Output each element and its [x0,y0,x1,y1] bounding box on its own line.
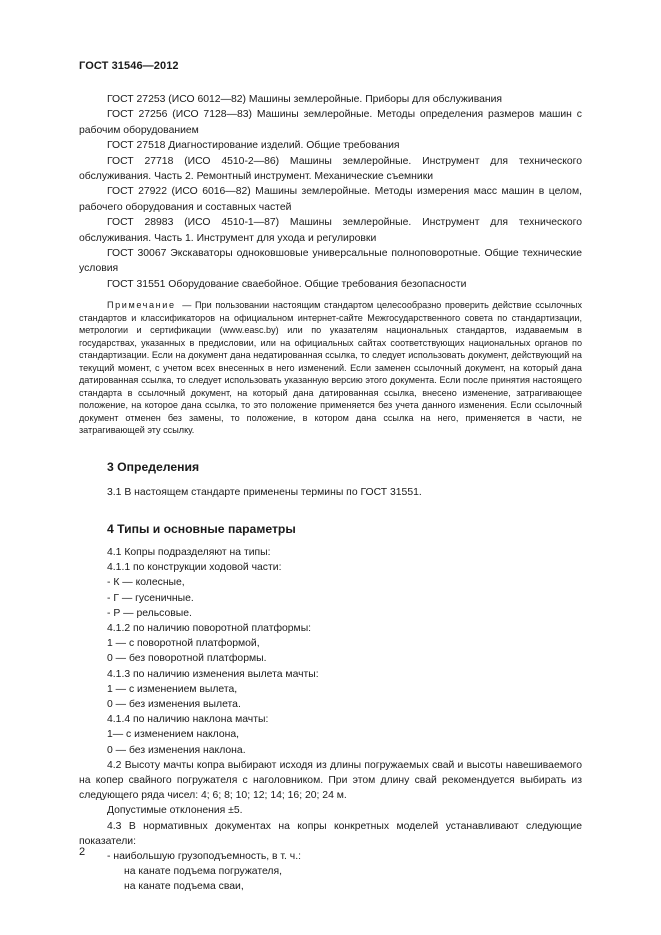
type-line: 0 — без изменения наклона. [107,744,246,756]
indicator-sub-item: на канате подъема погружателя, [124,866,282,878]
reference-item: ГОСТ 27718 (ИСО 4510-2—86) Машины землеройные. Инструмент для технического обслуживания. Часть 2. Ремонтный инструмент. Механические съемники [79,155,582,183]
page-content [79,92,582,895]
reference-item: ГОСТ 27256 (ИСО 7128—83) Машины землеройные. Методы определения размеров машин с рабочим оборудованием [79,109,582,136]
type-line: 4.1 Копры подразделяют на типы: [107,546,271,558]
type-line: 4.1.2 по наличию поворотной платформы: [107,623,312,634]
reference-item: ГОСТ 31551 Оборудование сваебойное. Общие требования безопасности [107,278,467,290]
note-paragraph [79,299,582,437]
type-line: 0 — без изменения вылета. [107,699,241,711]
page-number: 2 [79,846,86,858]
note-label: Примечание [107,300,176,311]
section-4-title: 4 Типы и основные параметры [107,521,296,536]
indicator-sub-item: на канате подъема сваи, [124,881,244,893]
reference-item: ГОСТ 27922 (ИСО 6016—82) Машины землеройные. Методы измерения масс машин в целом, рабочего оборудования и составных частей [79,186,582,213]
type-line: 4.1.1 по конструкции ходовой части: [107,562,282,574]
type-line: 1 — с поворотной платформой, [107,638,260,650]
paragraph-3-1: 3.1 В настоящем стандарте применены термины по ГОСТ 31551. [107,486,422,498]
type-line: 0 — без поворотной платформы. [107,653,267,665]
type-line: 1 — с изменением вылета, [107,683,238,695]
note-text: — При пользовании настоящим стандартом целесообразно проверить действие ссылочных стандартов и классификаторов на официальном интернет-сайте Межгосударственного совета по стандартизации, метрологии и сертификации (www.easc.by) или по указателям национальных стандартов, издаваемым в государствах, указанных в предисловии, или на официальных сайтах соответствующих национальных органов по стандартизации. Если на документ дана недатированная ссылка, то следует использовать документ, действующий на текущий момент, с учетом всех внесенных в него изменений. Если заменен ссылочный документ, на который дана датированная ссылка, то следует использовать указанную версию этого документа. Если после принятия настоящего стандарта в ссылочный документ, на который дана датированная ссылка, внесено изменение, затрагивающее положение, на которое дана ссылка, то это положение применяется без учета данного изменения. Если ссылочный документ отменен без замены, то положение, в котором дана ссылка на него, применяется в части, не затрагивающей эту ссылку. [79,300,582,436]
indicator-bullet: - наибольшую грузоподъемность, в т. ч.: [107,851,301,863]
type-line: 4.1.4 по наличию наклона мачты: [107,714,269,726]
type-line: - К — колесные, [107,577,185,589]
paragraph-4-2: 4.2 Высоту мачты копра выбирают исходя из длины погружаемых свай и высоты навешиваемого на копер свайного погружателя с наголовником. При этом длину свай рекомендуется выбирать из следующего ряда чисел: 4; 6; 8; 10; 12; 14; 16; 20; 24 м. [79,759,582,802]
type-line: 4.1.3 по наличию изменения вылета мачты: [107,668,319,680]
type-line: - Г — гусеничные. [107,592,194,604]
reference-item: ГОСТ 28983 (ИСО 4510-1—87) Машины землеройные. Инструмент для технического обслуживания. Часть 1. Инструмент для ухода и регулировки [79,217,582,244]
document-header: ГОСТ 31546—2012 [79,60,179,72]
section-3-title: 3 Определения [107,459,200,474]
type-line: - Р — рельсовые. [107,607,192,619]
reference-item: ГОСТ 27518 Диагностирование изделий. Общие требования [107,140,400,152]
type-line: 1— с изменением наклона, [107,729,240,741]
paragraph-4-3: 4.3 В нормативных документах на копры конкретных моделей устанавливают следующие показатели: [79,820,582,847]
tolerance-line: Допустимые отклонения ±5. [107,805,243,817]
reference-item: ГОСТ 30067 Экскаваторы одноковшовые универсальные полноповоротные. Общие технические условия [79,248,582,275]
reference-item: ГОСТ 27253 (ИСО 6012—82) Машины землеройные. Приборы для обслуживания [107,94,503,105]
